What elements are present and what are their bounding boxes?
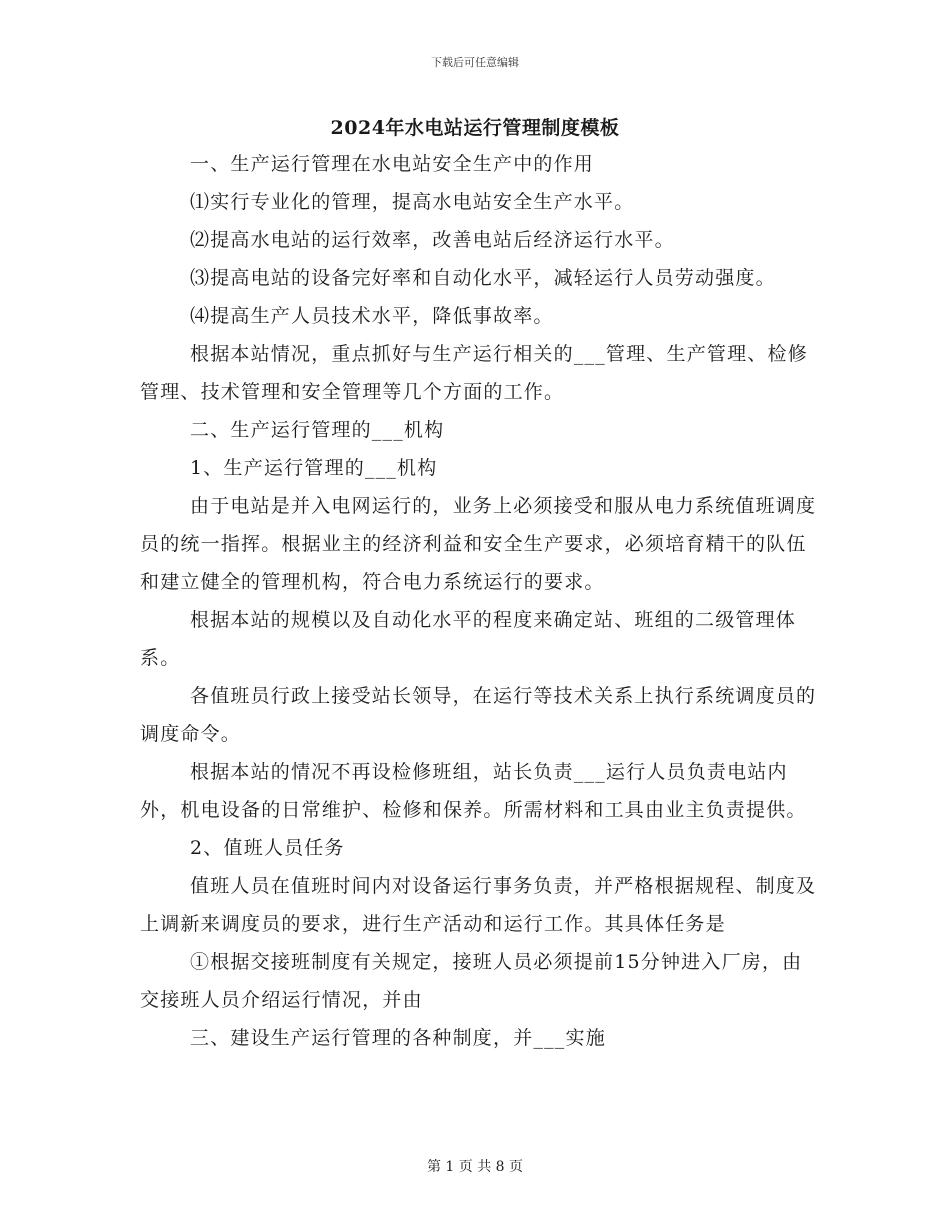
body-paragraph: ①根据交接班制度有关规定，接班人员必须提前15分钟进入厂房，由交接班人员介绍运行情况，并由	[140, 951, 803, 1011]
body-paragraph: 值班人员在值班时间内对设备运行事务负责，并严格根据规程、制度及上调新来调度员的要求，进行生产活动和运行工作。其具体任务是	[140, 875, 817, 935]
body-paragraph: 各值班员行政上接受站长领导，在运行等技术关系上执行系统调度员的调度命令。	[140, 685, 817, 745]
list-item-4: ⑷提高生产人员技术水平，降低事故率。	[190, 305, 554, 327]
list-item-2: ⑵提高水电站的运行效率，改善电站后经济运行水平。	[190, 229, 675, 251]
body-paragraph: 根据本站情况，重点抓好与生产运行相关的___管理、生产管理、检修管理、技术管理和安全管理等几个方面的工作。	[140, 343, 808, 403]
section-heading-2: 二、生产运行管理的___机构	[190, 419, 445, 441]
page-header-note: 下载后可任意编辑	[431, 56, 519, 69]
section-heading-1: 一、生产运行管理在水电站安全生产中的作用	[190, 153, 595, 175]
subsection-heading-1: 1、生产运行管理的___机构	[190, 457, 438, 479]
body-paragraph: 根据本站的规模以及自动化水平的程度来确定站、班组的二级管理体系。	[140, 609, 797, 669]
page-number: 第 1 页 共 8 页	[426, 1159, 524, 1175]
body-paragraph: 根据本站的情况不再设检修班组，站长负责___运行人员负责电站内外，机电设备的日常维护、检修和保养。所需材料和工具由业主负责提供。	[140, 761, 807, 821]
subsection-heading-2: 2、值班人员任务	[190, 837, 345, 859]
body-paragraph: 由于电站是并入电网运行的，业务上必须接受和服从电力系统值班调度员的统一指挥。根据业主的经济利益和安全生产要求，必须培育精干的队伍和建立健全的管理机构，符合电力系统运行的要求。	[140, 495, 817, 593]
list-item-3: ⑶提高电站的设备完好率和自动化水平，减轻运行人员劳动强度。	[190, 267, 776, 289]
document-body	[140, 145, 820, 1057]
document-title: 2024年水电站运行管理制度模板	[330, 117, 620, 139]
section-heading-3: 三、建设生产运行管理的各种制度，并___实施	[190, 1027, 606, 1049]
list-item-1: ⑴实行专业化的管理，提高水电站安全生产水平。	[190, 191, 635, 213]
